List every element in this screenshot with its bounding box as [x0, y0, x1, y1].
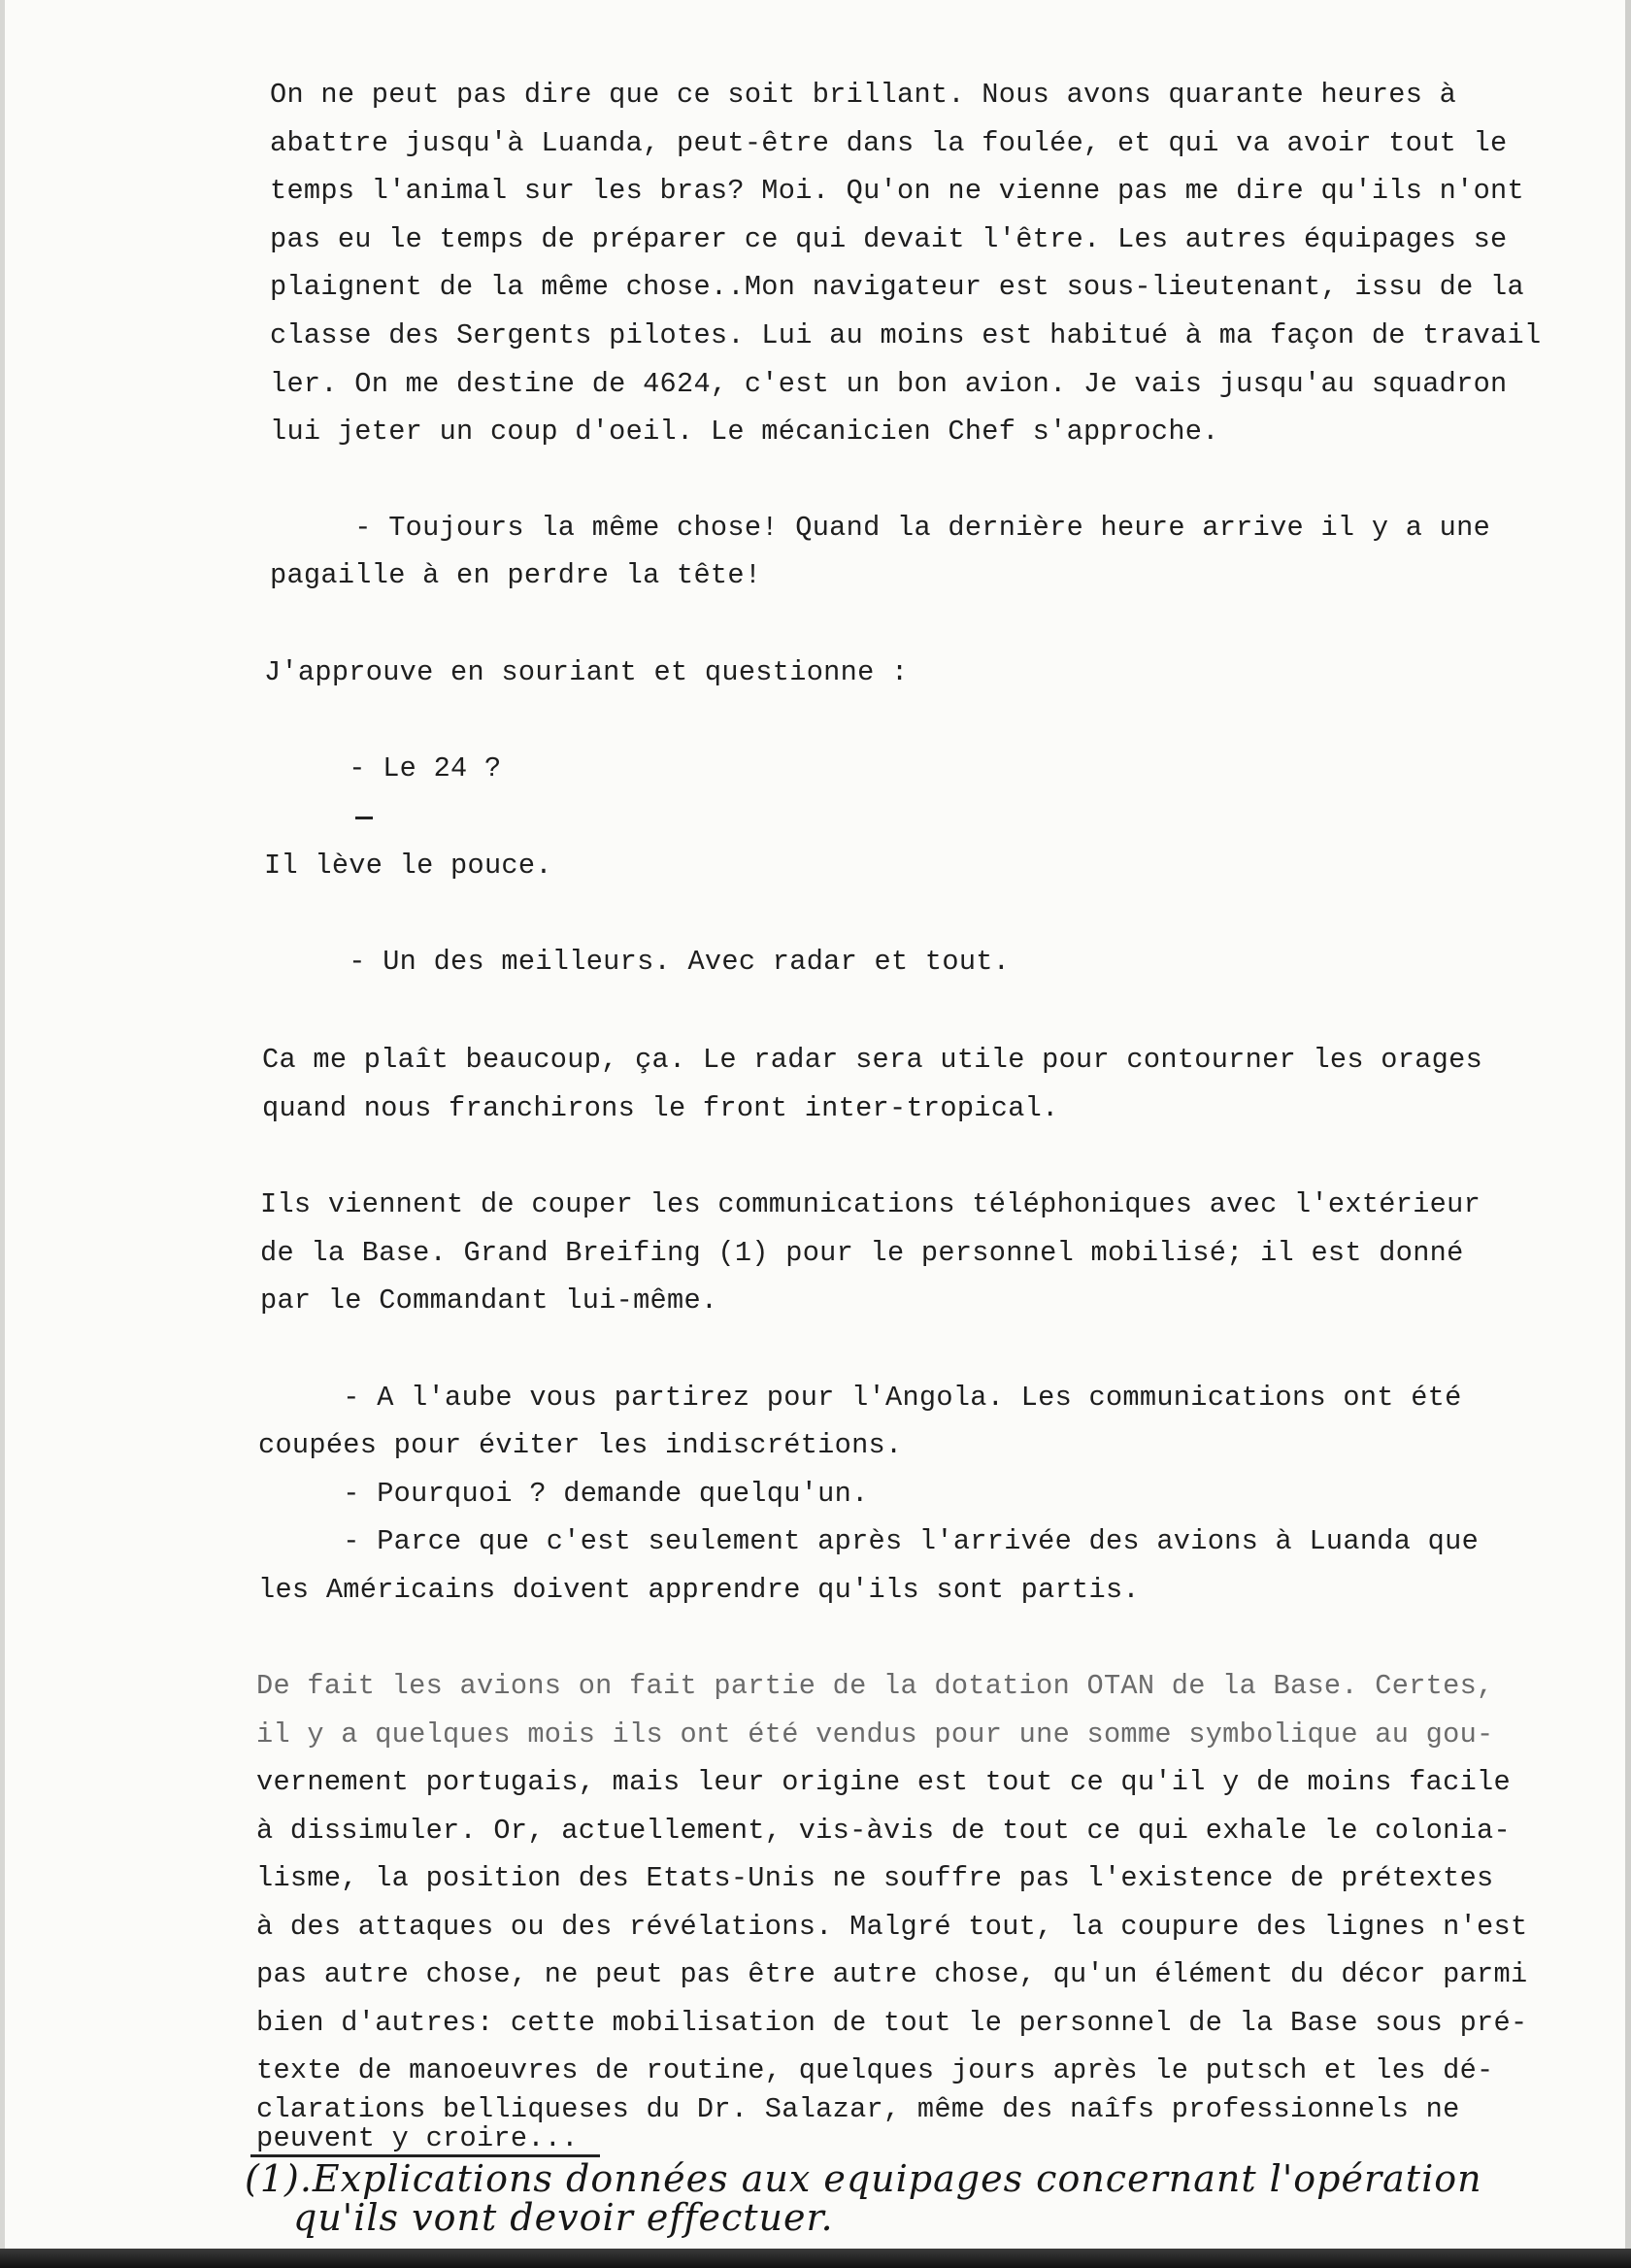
text-line: texte de manoeuvres de routine, quelques jours après le putsch et les dé- [256, 2054, 1494, 2086]
text-line: plaignent de la même chose..Mon navigateur est sous-lieutenant, issu de la [270, 271, 1524, 303]
text-line: coupées pour éviter les indiscrétions. [258, 1429, 903, 1461]
text-line: il y a quelques mois ils ont été vendus pour une somme symbolique au gou- [256, 1718, 1494, 1751]
handwritten-footnote-line: qu'ils vont devoir effectuer. [293, 2196, 834, 2239]
text-line: On ne peut pas dire que ce soit brillant. Nous avons quarante heures à [270, 79, 1457, 111]
dialogue-line: - Un des meilleurs. Avec radar et tout. [264, 946, 1011, 978]
text-line: à dissimuler. Or, actuellement, vis-àvis de tout ce qui exhale le colonia- [256, 1815, 1511, 1847]
text-line: pas autre chose, ne peut pas être autre chose, qu'un élément du décor parmi [256, 1958, 1528, 1990]
text-line: De fait les avions on fait partie de la dotation OTAN de la Base. Certes, [256, 1670, 1494, 1702]
text-line: J'approuve en souriant et questionne : [264, 656, 909, 688]
text-line: vernement portugais, mais leur origine est tout ce qu'il y de moins facile [256, 1766, 1511, 1798]
text-line: clarations belliqueses du Dr. Salazar, même des naîfs professionnels ne [256, 2093, 1460, 2125]
text-line: lisme, la position des Etats-Unis ne souffre pas l'existence de prétextes [256, 1862, 1494, 1894]
text-line: bien d'autres: cette mobilisation de tout le personnel de la Base sous pré- [256, 2007, 1528, 2039]
text-line: classe des Sergents pilotes. Lui au moins est habitué à ma façon de travail [270, 319, 1542, 351]
text-line: ler. On me destine de 4624, c'est un bon avion. Je vais jusqu'au squadron [270, 368, 1508, 400]
text-line: abattre jusqu'à Luanda, peut-être dans la foulée, et qui va avoir tout le [270, 127, 1508, 159]
text-line: à des attaques ou des révélations. Malgré tout, la coupure des lignes n'est [256, 1911, 1528, 1943]
handwritten-footnote-line: (1).Explications données aux equipages concernant l'opération [245, 2157, 1482, 2200]
scan-right-edge [1625, 0, 1631, 2268]
text-line: peuvent y croire... [256, 2122, 579, 2154]
text-line: les Américains doivent apprendre qu'ils sont partis. [258, 1574, 1140, 1606]
text-line: pagaille à en perdre la tête! [270, 559, 762, 591]
stray-dash-mark [355, 817, 373, 819]
dialogue-line: - Parce que c'est seulement après l'arrivée des avions à Luanda que [258, 1525, 1480, 1557]
scan-bottom-edge [0, 2249, 1631, 2268]
dialogue-line: - Le 24 ? [264, 752, 502, 784]
dialogue-line: - A l'aube vous partirez pour l'Angola. Les communications ont été [258, 1382, 1462, 1414]
dialogue-line: - Toujours la même chose! Quand la dernière heure arrive il y a une [270, 512, 1491, 544]
text-line: quand nous franchirons le front inter-tropical. [262, 1092, 1059, 1124]
text-line: de la Base. Grand Breifing (1) pour le personnel mobilisé; il est donné [260, 1237, 1464, 1269]
text-line: Ca me plaît beaucoup, ça. Le radar sera utile pour contourner les orages [262, 1044, 1483, 1076]
text-line: temps l'animal sur les bras? Moi. Qu'on ne vienne pas me dire qu'ils n'ont [270, 175, 1524, 207]
text-line: Il lève le pouce. [264, 850, 552, 882]
scan-left-edge [0, 0, 5, 2268]
text-line: Ils viennent de couper les communications téléphoniques avec l'extérieur [260, 1188, 1481, 1220]
text-line: lui jeter un coup d'oeil. Le mécanicien Chef s'approche. [270, 416, 1219, 448]
text-line: pas eu le temps de préparer ce qui devait l'être. Les autres équipages se [270, 223, 1508, 255]
dialogue-line: - Pourquoi ? demande quelqu'un. [258, 1478, 869, 1510]
text-line: par le Commandant lui-même. [260, 1284, 718, 1317]
